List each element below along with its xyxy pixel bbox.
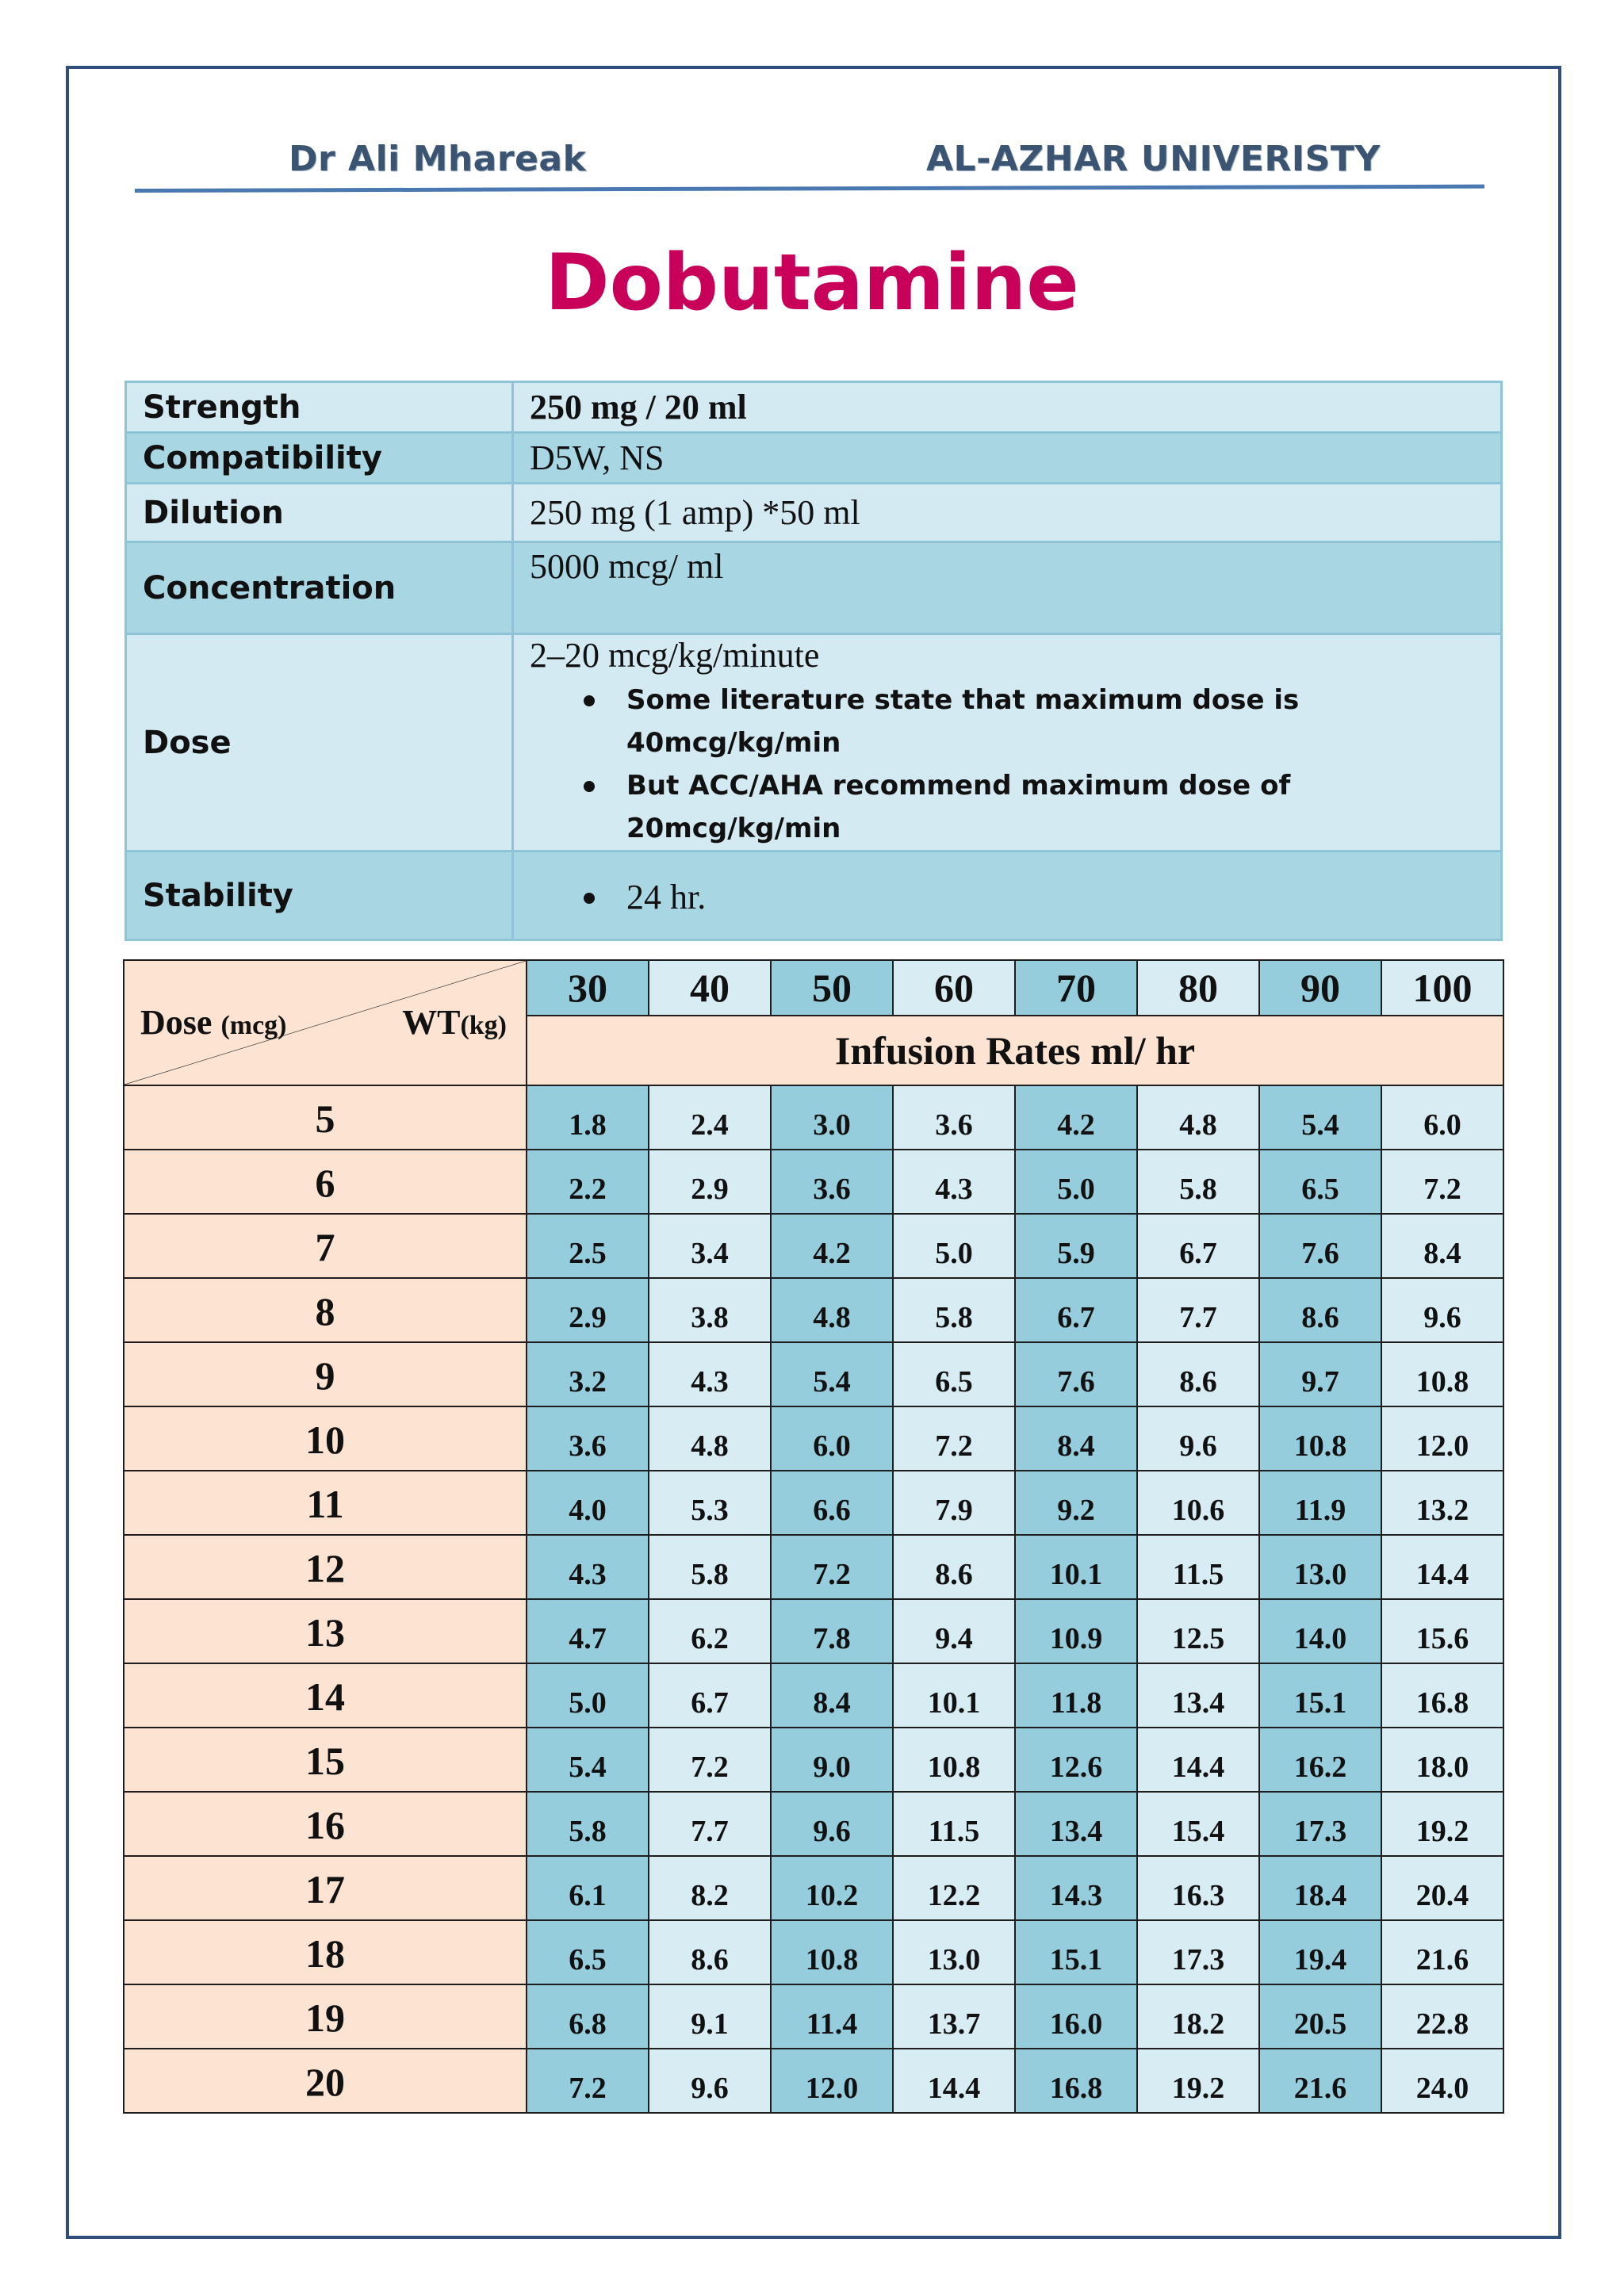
compatibility-value: D5W, NS (513, 433, 1502, 484)
rate-cell: 9.6 (1137, 1406, 1259, 1471)
corner-header (124, 960, 527, 1085)
dose-note: But ACC/AHA recommend maximum dose of 20mcg/kg/min (530, 764, 1500, 850)
rate-cell: 13.7 (893, 1984, 1015, 2049)
rate-cell: 8.4 (1015, 1406, 1137, 1471)
rate-cell: 13.4 (1137, 1663, 1259, 1728)
rate-cell: 7.7 (1137, 1278, 1259, 1342)
rate-cell: 5.9 (1015, 1214, 1137, 1278)
dose-cell: 17 (124, 1856, 527, 1920)
dose-cell: 7 (124, 1214, 527, 1278)
rate-cell: 5.8 (649, 1535, 771, 1599)
rate-cell: 6.7 (1137, 1214, 1259, 1278)
info-row-compatibility (126, 433, 1502, 484)
rate-cell: 12.2 (893, 1856, 1015, 1920)
rate-cell: 24.0 (1381, 2049, 1503, 2113)
rate-cell: 7.2 (649, 1728, 771, 1792)
rate-cell: 3.2 (527, 1342, 649, 1406)
table-row (124, 1085, 1503, 1150)
dose-value-cell (513, 634, 1502, 851)
info-row-dilution (126, 484, 1502, 542)
rates-header: Infusion Rates ml/ hr (527, 1016, 1503, 1085)
rate-cell: 16.8 (1381, 1663, 1503, 1728)
rate-cell: 3.4 (649, 1214, 771, 1278)
dose-label: Dose (126, 634, 513, 851)
rate-cell: 6.0 (1381, 1085, 1503, 1150)
page-title: Dobutamine (545, 238, 1079, 328)
dose-cell: 12 (124, 1535, 527, 1599)
rate-cell: 4.2 (771, 1214, 893, 1278)
rate-cell: 1.8 (527, 1085, 649, 1150)
rate-cell: 21.6 (1381, 1920, 1503, 1984)
rate-cell: 2.9 (649, 1150, 771, 1214)
rate-cell: 6.5 (893, 1342, 1015, 1406)
rate-cell: 6.7 (649, 1663, 771, 1728)
dose-table-body (124, 1085, 1503, 2113)
dose-cell: 10 (124, 1406, 527, 1471)
dose-cell: 6 (124, 1150, 527, 1214)
dose-cell: 14 (124, 1663, 527, 1728)
dose-cell: 11 (124, 1471, 527, 1535)
stability-value: 24 hr. (530, 876, 1500, 919)
rate-cell: 9.2 (1015, 1471, 1137, 1535)
rate-cell: 11.5 (893, 1792, 1015, 1856)
rate-cell: 19.2 (1381, 1792, 1503, 1856)
info-row-stability (126, 851, 1502, 940)
rate-cell: 4.2 (1015, 1085, 1137, 1150)
table-row (124, 1792, 1503, 1856)
rate-cell: 5.3 (649, 1471, 771, 1535)
rate-cell: 18.0 (1381, 1728, 1503, 1792)
rate-cell: 8.6 (649, 1920, 771, 1984)
stability-list (530, 876, 1500, 919)
rate-cell: 11.5 (1137, 1535, 1259, 1599)
rate-cell: 12.5 (1137, 1599, 1259, 1663)
rate-cell: 8.6 (1259, 1278, 1381, 1342)
rate-cell: 17.3 (1137, 1920, 1259, 1984)
rate-cell: 11.8 (1015, 1663, 1137, 1728)
rate-cell: 9.0 (771, 1728, 893, 1792)
info-row-concentration (126, 542, 1502, 634)
rate-cell: 5.4 (1259, 1085, 1381, 1150)
weight-header-cell: 100 (1381, 960, 1503, 1016)
concentration-label: Concentration (126, 542, 513, 634)
stability-label: Stability (126, 851, 513, 940)
weight-header-cell: 40 (649, 960, 771, 1016)
rate-cell: 7.7 (649, 1792, 771, 1856)
weight-header-cell: 30 (527, 960, 649, 1016)
weight-header-cell: 60 (893, 960, 1015, 1016)
rate-cell: 18.2 (1137, 1984, 1259, 2049)
rate-cell: 4.8 (1137, 1085, 1259, 1150)
weight-header-cell: 50 (771, 960, 893, 1016)
rate-cell: 15.4 (1137, 1792, 1259, 1856)
rate-cell: 9.4 (893, 1599, 1015, 1663)
weight-axis-unit: (kg) (460, 1011, 507, 1040)
rate-cell: 16.0 (1015, 1984, 1137, 2049)
rate-cell: 20.4 (1381, 1856, 1503, 1920)
table-row (124, 1728, 1503, 1792)
table-row (124, 2049, 1503, 2113)
rate-cell: 13.4 (1015, 1792, 1137, 1856)
rate-cell: 4.3 (527, 1535, 649, 1599)
rate-cell: 6.6 (771, 1471, 893, 1535)
rate-cell: 12.6 (1015, 1728, 1137, 1792)
table-row (124, 1406, 1503, 1471)
rate-cell: 7.2 (893, 1406, 1015, 1471)
dose-cell: 8 (124, 1278, 527, 1342)
rate-cell: 10.6 (1137, 1471, 1259, 1535)
rate-cell: 4.3 (649, 1342, 771, 1406)
table-row (124, 1471, 1503, 1535)
rate-cell: 2.2 (527, 1150, 649, 1214)
header-author: Dr Ali Mhareak (289, 139, 587, 179)
rate-cell: 6.1 (527, 1856, 649, 1920)
dose-axis-unit: (mcg) (220, 1011, 287, 1040)
dilution-label: Dilution (126, 484, 513, 542)
rate-cell: 2.5 (527, 1214, 649, 1278)
rate-cell: 3.6 (771, 1150, 893, 1214)
rate-cell: 14.3 (1015, 1856, 1137, 1920)
rate-cell: 7.6 (1259, 1214, 1381, 1278)
rate-cell: 17.3 (1259, 1792, 1381, 1856)
rate-cell: 2.4 (649, 1085, 771, 1150)
rate-cell: 7.2 (771, 1535, 893, 1599)
rate-cell: 8.4 (771, 1663, 893, 1728)
rate-cell: 13.0 (1259, 1535, 1381, 1599)
table-row (124, 1856, 1503, 1920)
rate-cell: 8.4 (1381, 1214, 1503, 1278)
rate-cell: 16.2 (1259, 1728, 1381, 1792)
rate-cell: 19.4 (1259, 1920, 1381, 1984)
rate-cell: 8.2 (649, 1856, 771, 1920)
rate-cell: 5.0 (527, 1663, 649, 1728)
rate-cell: 12.0 (771, 2049, 893, 2113)
dose-cell: 13 (124, 1599, 527, 1663)
rate-cell: 14.4 (1381, 1535, 1503, 1599)
rate-cell: 7.9 (893, 1471, 1015, 1535)
rate-cell: 5.8 (527, 1792, 649, 1856)
dose-cell: 9 (124, 1342, 527, 1406)
info-row-dose (126, 634, 1502, 851)
dose-cell: 5 (124, 1085, 527, 1150)
rate-cell: 22.8 (1381, 1984, 1503, 2049)
rate-cell: 3.6 (527, 1406, 649, 1471)
rate-cell: 7.2 (1381, 1150, 1503, 1214)
rate-cell: 6.5 (527, 1920, 649, 1984)
weight-axis-text: WT (402, 1003, 461, 1042)
dose-cell: 19 (124, 1984, 527, 2049)
drug-info-table (124, 381, 1503, 941)
rate-cell: 3.8 (649, 1278, 771, 1342)
dose-axis-text: Dose (140, 1003, 213, 1042)
dose-cell: 16 (124, 1792, 527, 1856)
rate-cell: 14.0 (1259, 1599, 1381, 1663)
rate-cell: 15.1 (1015, 1920, 1137, 1984)
rate-cell: 15.6 (1381, 1599, 1503, 1663)
concentration-value: 5000 mcg/ ml (513, 542, 1502, 634)
dose-note: Some literature state that maximum dose is 40mcg/kg/min (530, 679, 1500, 764)
rate-cell: 6.5 (1259, 1150, 1381, 1214)
weight-header-cell: 70 (1015, 960, 1137, 1016)
rate-cell: 5.0 (1015, 1150, 1137, 1214)
info-row-strength (126, 382, 1502, 433)
rate-cell: 14.4 (893, 2049, 1015, 2113)
rate-cell: 11.9 (1259, 1471, 1381, 1535)
weight-header-cell: 80 (1137, 960, 1259, 1016)
rate-cell: 18.4 (1259, 1856, 1381, 1920)
table-row (124, 1214, 1503, 1278)
dose-cell: 20 (124, 2049, 527, 2113)
rate-cell: 16.3 (1137, 1856, 1259, 1920)
dose-axis-label (140, 1002, 287, 1043)
rate-cell: 3.6 (893, 1085, 1015, 1150)
rate-cell: 5.8 (893, 1278, 1015, 1342)
rate-cell: 5.4 (527, 1728, 649, 1792)
dose-notes (530, 679, 1500, 850)
compatibility-label: Compatibility (126, 433, 513, 484)
rate-cell: 6.8 (527, 1984, 649, 2049)
rate-cell: 10.1 (1015, 1535, 1137, 1599)
rate-cell: 9.7 (1259, 1342, 1381, 1406)
rate-cell: 10.8 (893, 1728, 1015, 1792)
rate-cell: 6.7 (1015, 1278, 1137, 1342)
strength-label: Strength (126, 382, 513, 433)
rate-cell: 7.8 (771, 1599, 893, 1663)
table-row (124, 1663, 1503, 1728)
rate-cell: 20.5 (1259, 1984, 1381, 2049)
rate-cell: 4.8 (771, 1278, 893, 1342)
rate-cell: 10.9 (1015, 1599, 1137, 1663)
rate-cell: 19.2 (1137, 2049, 1259, 2113)
rate-cell: 5.0 (893, 1214, 1015, 1278)
rate-cell: 9.6 (649, 2049, 771, 2113)
table-row (124, 1984, 1503, 2049)
rate-cell: 6.2 (649, 1599, 771, 1663)
rate-cell: 6.0 (771, 1406, 893, 1471)
rate-cell: 4.8 (649, 1406, 771, 1471)
table-row (124, 1278, 1503, 1342)
rate-cell: 10.1 (893, 1663, 1015, 1728)
dilution-value: 250 mg (1 amp) *50 ml (513, 484, 1502, 542)
rate-cell: 4.7 (527, 1599, 649, 1663)
rate-cell: 12.0 (1381, 1406, 1503, 1471)
table-row (124, 1342, 1503, 1406)
rate-cell: 10.8 (1259, 1406, 1381, 1471)
strength-value: 250 mg / 20 ml (513, 382, 1502, 433)
stability-value-cell (513, 851, 1502, 940)
weight-axis-label (402, 1002, 507, 1043)
rate-cell: 9.6 (1381, 1278, 1503, 1342)
rate-cell: 8.6 (893, 1535, 1015, 1599)
weight-header-row (124, 960, 1503, 1016)
rate-cell: 16.8 (1015, 2049, 1137, 2113)
dose-value: 2–20 mcg/kg/minute (530, 636, 820, 675)
rate-cell: 7.2 (527, 2049, 649, 2113)
table-row (124, 1150, 1503, 1214)
rate-cell: 10.2 (771, 1856, 893, 1920)
table-row (124, 1920, 1503, 1984)
dose-cell: 15 (124, 1728, 527, 1792)
rate-cell: 14.4 (1137, 1728, 1259, 1792)
rate-cell: 8.6 (1137, 1342, 1259, 1406)
rate-cell: 4.3 (893, 1150, 1015, 1214)
header-university: AL-AZHAR UNIVERISTY (926, 139, 1381, 179)
rate-cell: 21.6 (1259, 2049, 1381, 2113)
table-row (124, 1535, 1503, 1599)
weight-header-cell: 90 (1259, 960, 1381, 1016)
rate-cell: 10.8 (1381, 1342, 1503, 1406)
rate-cell: 4.0 (527, 1471, 649, 1535)
infusion-rate-table (123, 959, 1504, 2114)
rate-cell: 9.1 (649, 1984, 771, 2049)
rate-cell: 9.6 (771, 1792, 893, 1856)
rate-cell: 15.1 (1259, 1663, 1381, 1728)
rate-cell: 3.0 (771, 1085, 893, 1150)
table-row (124, 1599, 1503, 1663)
rate-cell: 5.8 (1137, 1150, 1259, 1214)
rate-cell: 13.0 (893, 1920, 1015, 1984)
dose-cell: 18 (124, 1920, 527, 1984)
rate-cell: 11.4 (771, 1984, 893, 2049)
rate-cell: 5.4 (771, 1342, 893, 1406)
rate-cell: 7.6 (1015, 1342, 1137, 1406)
rate-cell: 13.2 (1381, 1471, 1503, 1535)
rate-cell: 2.9 (527, 1278, 649, 1342)
rate-cell: 10.8 (771, 1920, 893, 1984)
